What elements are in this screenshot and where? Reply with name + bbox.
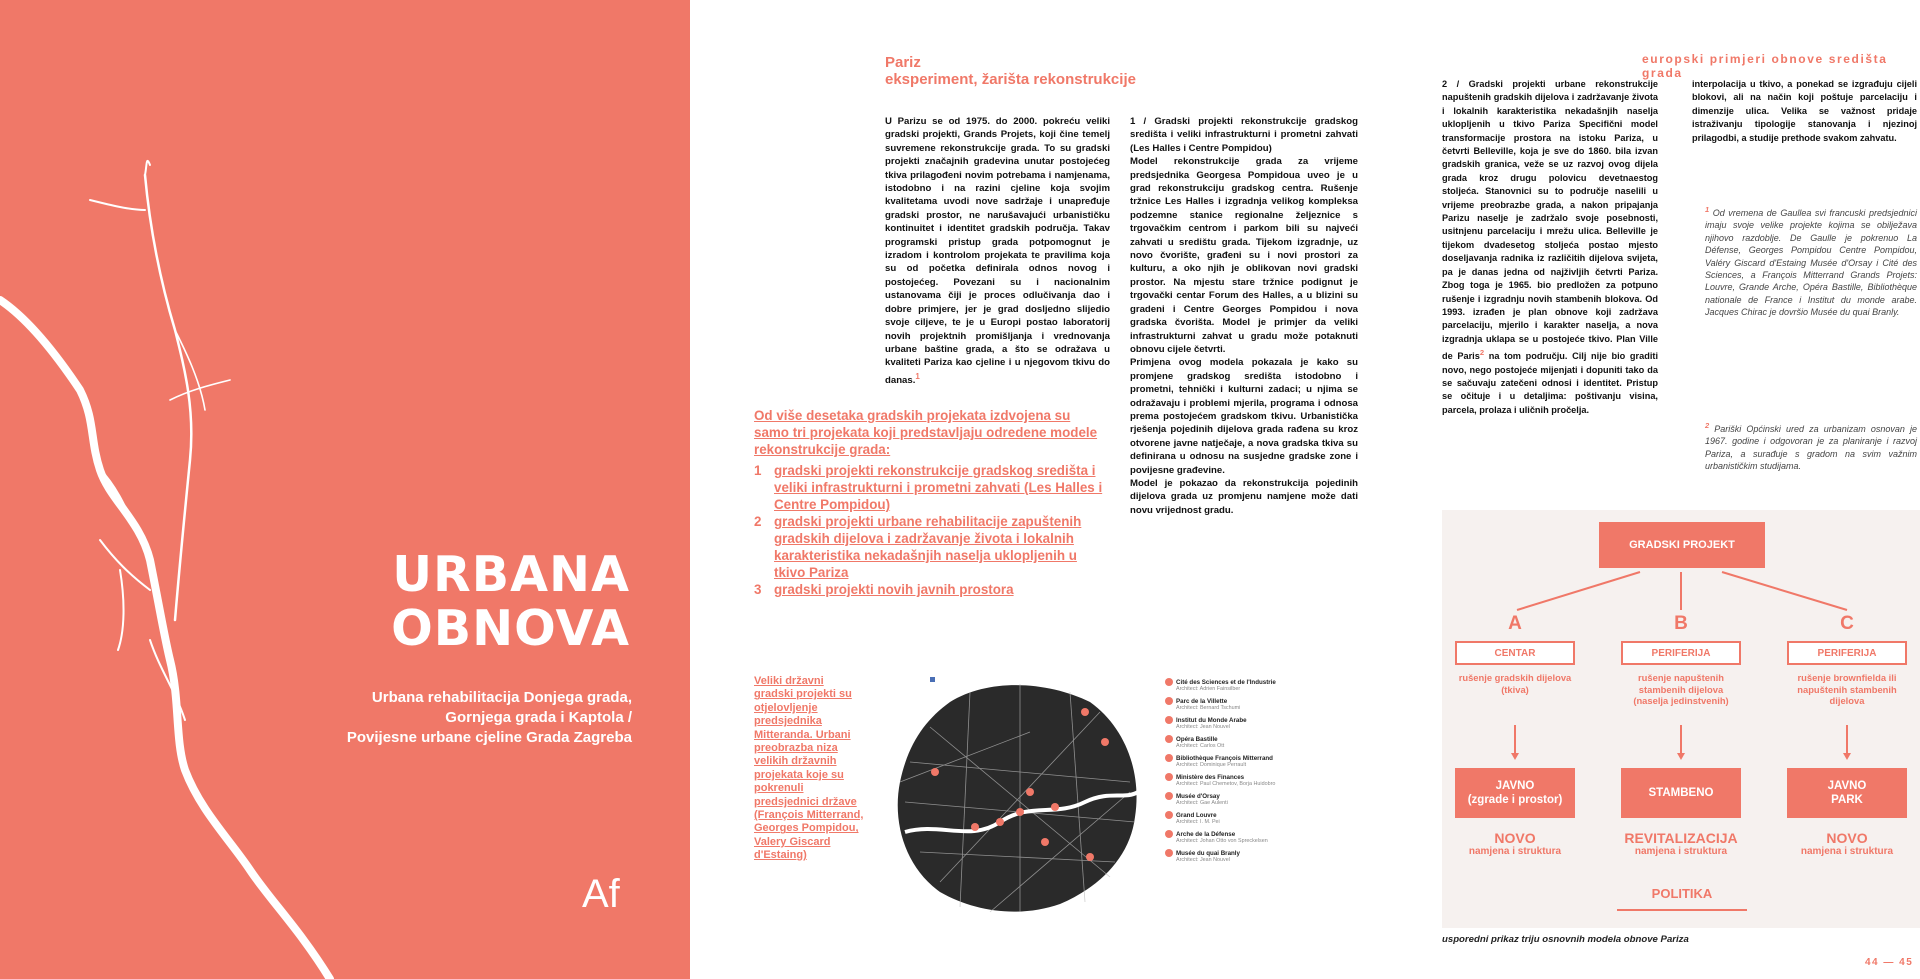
diagram-connectors (1442, 510, 1920, 928)
footnote-1-text: Od vremena de Gaullea svi francuski predsjednici imaju svoje velike projekte kojima se obilježava njihovo razdoblje. De Gaulle je pokrenuo La Défense, Georges Pompidou Centre Pompidou, Valéry Giscard d'Estaing Musée d'Orsay i Cité des Sciences, a François Mitterrand Grands Projets: Louvre, Grande Arche, Opéra Bastille, Bibliothèque nationale de France i Institut du monde arabe. Jacques Chirac je dovršio Musée du quai Branly. (1705, 208, 1917, 318)
map-side-caption: Veliki državni gradski projekti su otjelovljenje predsjednika Mitteranda. Urbani preobrazba niza velikih državnih projekata koje su pokrenuli predsjednici države (François Mitterrand, Georges Pompidou, Valery Giscard d'Estaing) (754, 675, 864, 862)
body-column-3-tail: na tom području. Cilj nije bio graditi novo, nego postojeće mijenjati i dopuniti tako da se sačuvaju zatečeni odnosi i identitet. Pristup se očituje i u detaljima: poštivanju visina, parcela, prolaza i uličnih pročelja. (1442, 351, 1659, 415)
section-title (885, 54, 1136, 88)
cover-subtitle-line1: Urbana rehabilitacija Donjega grada, (371, 689, 632, 706)
legend-item: Bibliothèque François Mitterrand Architect: Dominique Perrault (1165, 754, 1355, 769)
diagram-bottom-label: POLITIKA (1651, 886, 1713, 901)
diagram-result-c: NOVO namjena i struktura (1800, 830, 1894, 857)
pull-quote-item: 2 gradski projekti urbane rehabilitacije zapuštenih gradskih dijelova i zadržavanje života i lokalnih karakteristika nekadašnjih naselja uklopljenih u tkivo Pariza (754, 514, 1082, 580)
models-diagram (1442, 510, 1920, 928)
legend-dot-icon (1165, 792, 1173, 800)
publisher-logo: Af (582, 872, 620, 916)
footnote-mark-2: 2 (1479, 348, 1485, 358)
cover-page (0, 0, 690, 979)
river-line-illustration (0, 0, 690, 979)
page-numbers: 44 — 45 (1865, 957, 1914, 968)
section-title-line1: Pariz (885, 54, 921, 71)
legend-dot-icon (1165, 716, 1173, 724)
diagram-desc-b: rušenje napuštenih stambenih dijelova (naselja jedinstvenih) (1633, 672, 1729, 706)
footnote-2-mark: 2 (1705, 421, 1710, 430)
diagram-desc-c: rušenje brownfielda ili napuštenih stambenih dijelova (1797, 672, 1897, 706)
legend-dot-icon (1165, 678, 1173, 686)
body-column-1 (885, 115, 1110, 386)
legend-item: Parc de la Villette Architect: Bernard Tschumi (1165, 697, 1355, 712)
diagram-letter-a: A (1508, 613, 1522, 634)
footnote-mark-1: 1 (915, 371, 920, 381)
cover-title-line1: URBANA (392, 546, 630, 603)
legend-dot-icon (1165, 830, 1173, 838)
footnote-2-text: Pariški Općinski ured za urbanizam osnovan je 1967. godine i odgovoran je za planiranje i razvoj Pariza, a surađuje s gradom na svim važnim urbanističkim studijama. (1705, 424, 1917, 472)
cover-subtitle (270, 688, 632, 748)
legend-item: Cité des Sciences et de l'Industrie Architect: Adrien Fainsilber (1165, 678, 1355, 693)
cover-subtitle-line2: Gornjega grada i Kaptola / (445, 709, 632, 726)
diagram-box-b: STAMBENO (1621, 768, 1741, 818)
legend-item: Arche de la Défense Architect: Johan Otto von Spreckelsen (1165, 830, 1355, 845)
diagram-caption: usporedni prikaz triju osnovnih modela obnove Pariza (1442, 934, 1689, 945)
legend-item: Musée d'Orsay Architect: Gae Aulenti (1165, 792, 1355, 807)
legend-dot-icon (1165, 735, 1173, 743)
legend-item: Institut du Monde Arabe Architect: Jean Nouvel (1165, 716, 1355, 731)
diagram-letter-c: C (1840, 613, 1854, 634)
legend-dot-icon (1165, 697, 1173, 705)
diagram-result-b: REVITALIZACIJA namjena i struktura (1624, 830, 1738, 857)
paris-map-illustration (880, 672, 1150, 922)
paris-map (880, 672, 1150, 922)
diagram-result-a: NOVO namjena i struktura (1468, 830, 1562, 857)
diagram-label-a: CENTAR (1455, 641, 1575, 665)
diagram-desc-a: rušenje gradskih dijelova (tkiva) (1458, 672, 1572, 695)
legend-dot-icon (1165, 754, 1173, 762)
map-legend (1165, 678, 1355, 868)
cover-title-line2: OBNOVA (391, 600, 630, 657)
pull-quote (754, 407, 1104, 598)
legend-dot-icon (1165, 811, 1173, 819)
diagram-box-c: JAVNO PARK (1787, 768, 1907, 818)
cover-title (360, 548, 630, 656)
body-column-3 (1442, 78, 1658, 508)
footnote-1 (1705, 204, 1917, 409)
diagram-label-b: PERIFERIJA (1621, 641, 1741, 665)
footnote-2 (1705, 420, 1917, 495)
diagram-label-c: PERIFERIJA (1787, 641, 1907, 665)
pull-quote-item: 3 gradski projekti novih javnih prostora (754, 582, 1014, 597)
body-column-1-text: U Parizu se od 1975. do 2000. pokreću veliki gradski projekti, Grands Projets, koji čine temelj suvremene rekonstrukcije grada. To su gradski projekti značajnih gradevina unutar postojećeg tkiva prilagođeni novim potrebama i namjenama, istodobno i na razini cjeline koja svojim kvalitetama uvodi nove sadržaje i unapređuje gradski prostor, ne narušavajući urbanističku kontinuitet i identitet gradskih područja. Takav programski pristup grada potpomognut je izradom i kontrolom projekata te pravilima koja su od početka definirala odnos novog i postojećeg. Povezani su i nacionalnim ustanovama čiji je proces odlučivanja dao i dobre primjere, jer je grad dosljedno slijedio svoje ciljeve, te je u Europi postao laboratorij novih projektnih promišljanja i vrednovanja urbane baštine grada, a što se odražava u kvaliteti Pariza kao cjeline i u njegovom tkivu do danas. (885, 116, 1110, 386)
legend-item: Grand Louvre Architect: I. M. Pei (1165, 811, 1355, 826)
cover-subtitle-line3: Povijesne urbane cjeline Grada Zagreba (346, 729, 632, 746)
pull-quote-lead: Od više desetaka gradskih projekata izdvojena su samo tri projekata koji predstavljaju odredene modele rekonstrukcije grada: (754, 408, 1098, 457)
legend-item: Opéra Bastille Architect: Carlos Ott (1165, 735, 1355, 750)
legend-item: Ministère des Finances Architect: Paul Chemetov, Borja Huidobro (1165, 773, 1355, 788)
diagram-top-box: GRADSKI PROJEKT (1599, 522, 1765, 568)
diagram-letter-b: B (1674, 613, 1688, 634)
footnote-1-mark: 1 (1705, 205, 1710, 214)
running-head: europski primjeri obnove središta grada (1642, 52, 1888, 80)
legend-dot-icon (1165, 773, 1173, 781)
body-column-3-text: 2 / Gradski projekti urbane rekonstrukcije napuštenih gradskih dijelova i zadržavanje života i lokalnih karakteristika nekadašnjih naselja uklopljenih u tkivo Pariza Specifični model transformacije prostora na istoku Pariza, u četvrti Belleville, koja je sve do 1860. bila izvan gradskih granica, veže se uz razvoj ovog dijela grada kroz drugu polovicu devetnaestog stoljeća. Stanovnici su to područje naselili u vrijeme preobrazbe grada, a nakon pripajanja Parizu naselje je zadržalo svoje posebnosti, usitnjenu parcelaciju i mrežu ulica. Belleville je tijekom dvadesetog stoljeća postao mjesto doseljavanja radnika iz različitih dijelova svijeta, pa je danas jedna od najživljih četvrti Pariza. Zbog toga je 1965. bio predložen za potpuno rušenje i izgradnju novih stambenih blokova. Od 1993. izrađen je plan obnove koji zadržava parcelaciju, mjerilo i karakter naselja, a nova izgradnja uklapa se u postojeće tkivo. Plan Ville de Paris (1442, 79, 1658, 362)
section-title-line2: eksperiment, žarišta rekonstrukcije (885, 71, 1136, 88)
pull-quote-item: 1 gradski projekti rekonstrukcije gradskog središta i veliki infrastrukturni i prometni zahvati (Les Halles i Centre Pompidou) (754, 463, 1103, 512)
pull-quote-list (754, 462, 1104, 598)
body-column-2: 1 / Gradski projekti rekonstrukcije gradskog središta i veliki infrastrukturni i prometni zahvati (Les Halles i Centre Pompidou) Model rekonstrukcije grada za vrijeme predsjednika Georgesa Pompidoua uveo je u grad rekonstrukciju gradskog centra. Rušenje tržnice Les Halles i izgradnja velikog kompleksa podzemne stanice regionalne željeznice s trgovačkim centrom i parkom bili su najveći zahvati u središtu grada. Tijekom izgradnje, uz novo čvorište, građeni su i novi prostori za kulturu, a oko njih je oblikovan novi gradski prostor. Na mjestu stare tržnice podignut je trgovački centar Forum des Halles, a u blizini su gradeni i Centre Georges Pompidou i nova gradska čvorišta. Model je primjer da veliki infrastrukturni zahvat u gradu može potaknuti obnovu cijele četvrti. Primjena ovog modela pokazala je kako su promjene gradskog središta istodobno i prometni, tehnički i kulturni zadaci; u njima se odražavaju i problemi mjerila, programa i odnosa prema postojećem gradskom tkivu. Urbanistička rješenja pojedinih dijelova grada rađena su kroz otvorene javne natječaje, a nova gradska tkiva su definirana u odnosu na susjedne gradske zone i povijesne građevine. Model je pokazao da rekonstrukcija pojedinih dijelova grada uz promjenu namjene može dati novu vrijednost gradu. (1130, 116, 1358, 516)
legend-item: Musée du quai Branly Architect: Jean Nouvel (1165, 849, 1355, 864)
diagram-box-a: JAVNO (zgrade i prostor) (1455, 768, 1575, 818)
legend-dot-icon (1165, 849, 1173, 857)
body-column-4: interpolacija u tkivo, a ponekad se izgrađuju cijeli blokovi, ali na način koji poštuje parcelaciju i dimenzije ulica. Velika se važnost pridaje istraživanju tipologije stanovanja i njezinoj prilagodbi, a studije prethode svakom zahvatu. (1692, 79, 1917, 143)
